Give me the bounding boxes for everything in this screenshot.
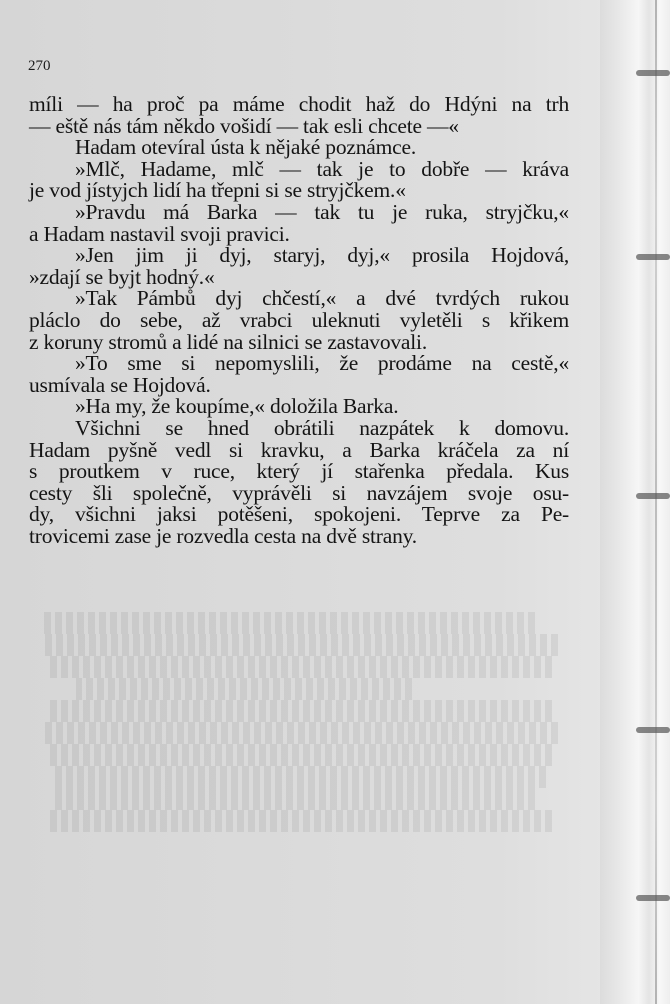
text-line: cesty šli společně, vyprávěli si navzájem svoje osu-: [29, 480, 569, 505]
text-line: »To sme si nepomyslili, že prodáme na cestě,«: [75, 351, 569, 376]
text-line: a Hadam nastavil svoji pravici.: [29, 221, 290, 246]
text-line: — eště nás tám někdo vošidí — tak esli chcete —«: [29, 113, 459, 138]
page-number: 270: [28, 58, 51, 74]
text-line: z koruny stromů a lidé na silnici se zastavovali.: [29, 329, 427, 354]
binding-stitch: [636, 70, 670, 76]
text-line: trovicemi zase je rozvedla cesta na dvě strany.: [29, 523, 417, 548]
text-line: »zdají se byjt hodný.«: [29, 264, 215, 289]
text-line: je vod jístyjch lidí ha třepni si se stryjčkem.«: [29, 178, 406, 203]
body-text: [29, 94, 569, 547]
text-line: usmívala se Hojdová.: [29, 372, 211, 397]
binding-stitch: [636, 727, 670, 733]
text-line: »Tak Pámbů dyj chčestí,« a dvé tvrdých rukou: [75, 286, 569, 311]
show-through-text: [20, 612, 580, 832]
text-line: s proutkem v ruce, který jí stařenka předala. Kus: [29, 459, 569, 484]
text-line: dy, všichni jaksi potěšeni, spokojeni. Teprve za Pe-: [29, 502, 569, 527]
binding-stitch: [636, 895, 670, 901]
text-line: »Pravdu má Barka — tak tu je ruka, stryjčku,«: [75, 199, 569, 224]
text-line: »Mlč, Hadame, mlč — tak je to dobře — kráva: [75, 156, 569, 181]
text-line: Hadam pyšně vedl si kravku, a Barka kráčela za ní: [29, 437, 569, 462]
binding-stitch: [636, 254, 670, 260]
binding-edge: [655, 0, 657, 1004]
binding-stitch: [636, 493, 670, 499]
book-spine-gutter: [600, 0, 670, 1004]
text-line: »Ha my, že koupíme,« doložila Barka.: [75, 394, 399, 419]
text-line: pláclo do sebe, až vrabci uleknuti vyletěli s křikem: [29, 307, 569, 332]
text-line: Všichni se hned obrátili nazpátek k domovu.: [75, 415, 569, 440]
text-line: »Jen jim ji dyj, staryj, dyj,« prosila Hojdová,: [75, 243, 569, 268]
text-line: Hadam otevíral ústa k nějaké poznámce.: [75, 135, 417, 160]
text-line: míli — ha proč pa máme chodit haž do Hdýni na trh: [29, 92, 569, 116]
